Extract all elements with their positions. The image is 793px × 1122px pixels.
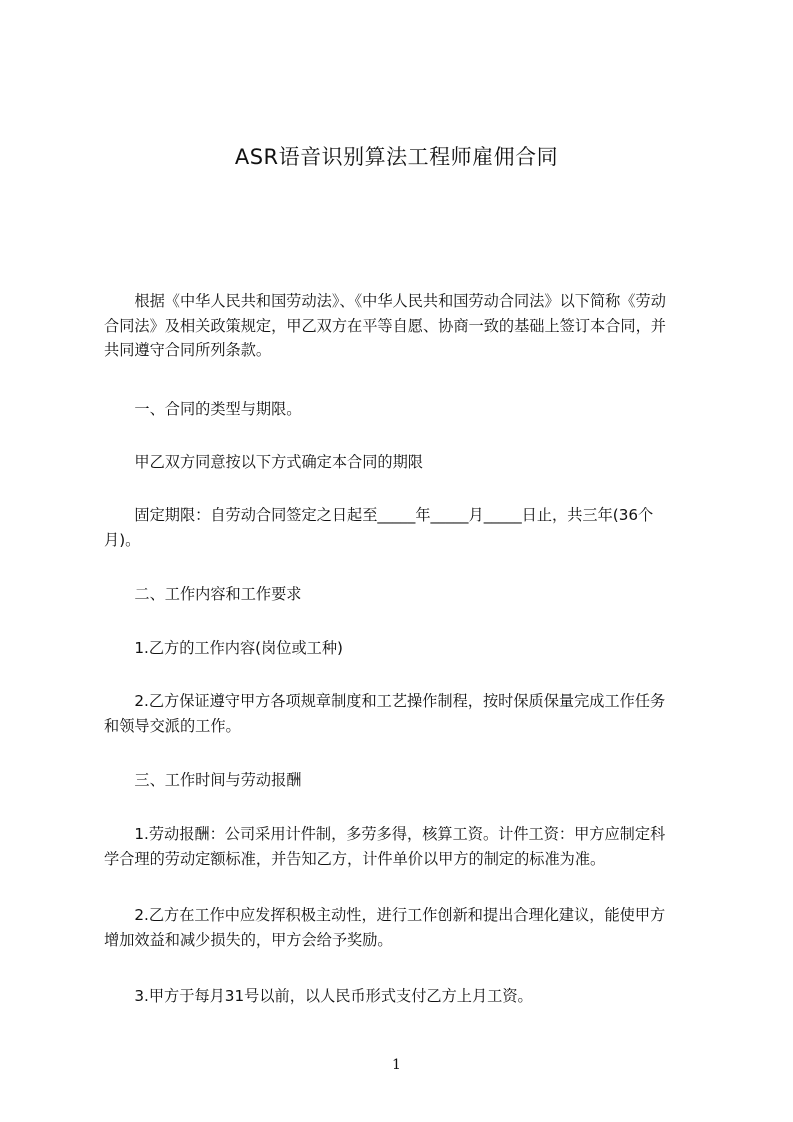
- section1-statement: 甲乙双方同意按以下方式确定本合同的期限: [104, 453, 423, 471]
- fixed-term-line: 固定期限：自劳动合同签定之日起至_____年_____月_____日止，共三年(36个: [104, 506, 654, 524]
- section3-item3: 3.甲方于每月31号以前，以人民币形式支付乙方上月工资。: [104, 987, 533, 1005]
- section3-item2: [104, 903, 704, 952]
- section2-item1: 1.乙方的工作内容(岗位或工种): [104, 639, 343, 657]
- section1-heading: 一、合同的类型与期限。: [104, 400, 302, 418]
- section2-heading: 二、工作内容和工作要求: [104, 585, 302, 603]
- fixed-term-line: 月)。: [104, 530, 141, 549]
- section3-heading: 三、工作时间与劳动报酬: [104, 771, 302, 789]
- document-title: ASR语音识别算法工程师雇佣合同: [234, 145, 559, 169]
- section3-item2-line: 增加效益和减少损失的，甲方会给予奖励。: [104, 930, 393, 949]
- intro-line: 根据《中华人民共和国劳动法》、《中华人民共和国劳动合同法》以下简称《劳动: [104, 292, 666, 310]
- intro-line: 共同遵守合同所列条款。: [104, 341, 272, 359]
- intro-paragraph: [104, 289, 704, 363]
- section2-item2: [104, 689, 704, 738]
- section3-item2-line: 2.乙方在工作中应发挥积极主动性，进行工作创新和提出合理化建议，能使甲方: [104, 906, 666, 924]
- page-number: 1: [392, 1057, 401, 1073]
- section2-item2-line: 2.乙方保证遵守甲方各项规章制度和工艺操作制程，按时保质保量完成工作任务: [104, 692, 666, 710]
- section3-item1: [104, 822, 704, 871]
- section3-item1-line: 学合理的劳动定额标准，并告知乙方，计件单价以甲方的制定的标准为准。: [104, 849, 606, 868]
- intro-line: 合同法》及相关政策规定，甲乙双方在平等自愿、协商一致的基础上签订本合同，并: [104, 316, 666, 335]
- fixed-term-paragraph: [104, 503, 704, 552]
- section3-item1-line: 1.劳动报酬：公司采用计件制，多劳多得，核算工资。计件工资：甲方应制定科: [104, 825, 666, 843]
- section2-item2-line: 和领导交派的工作。: [104, 716, 241, 735]
